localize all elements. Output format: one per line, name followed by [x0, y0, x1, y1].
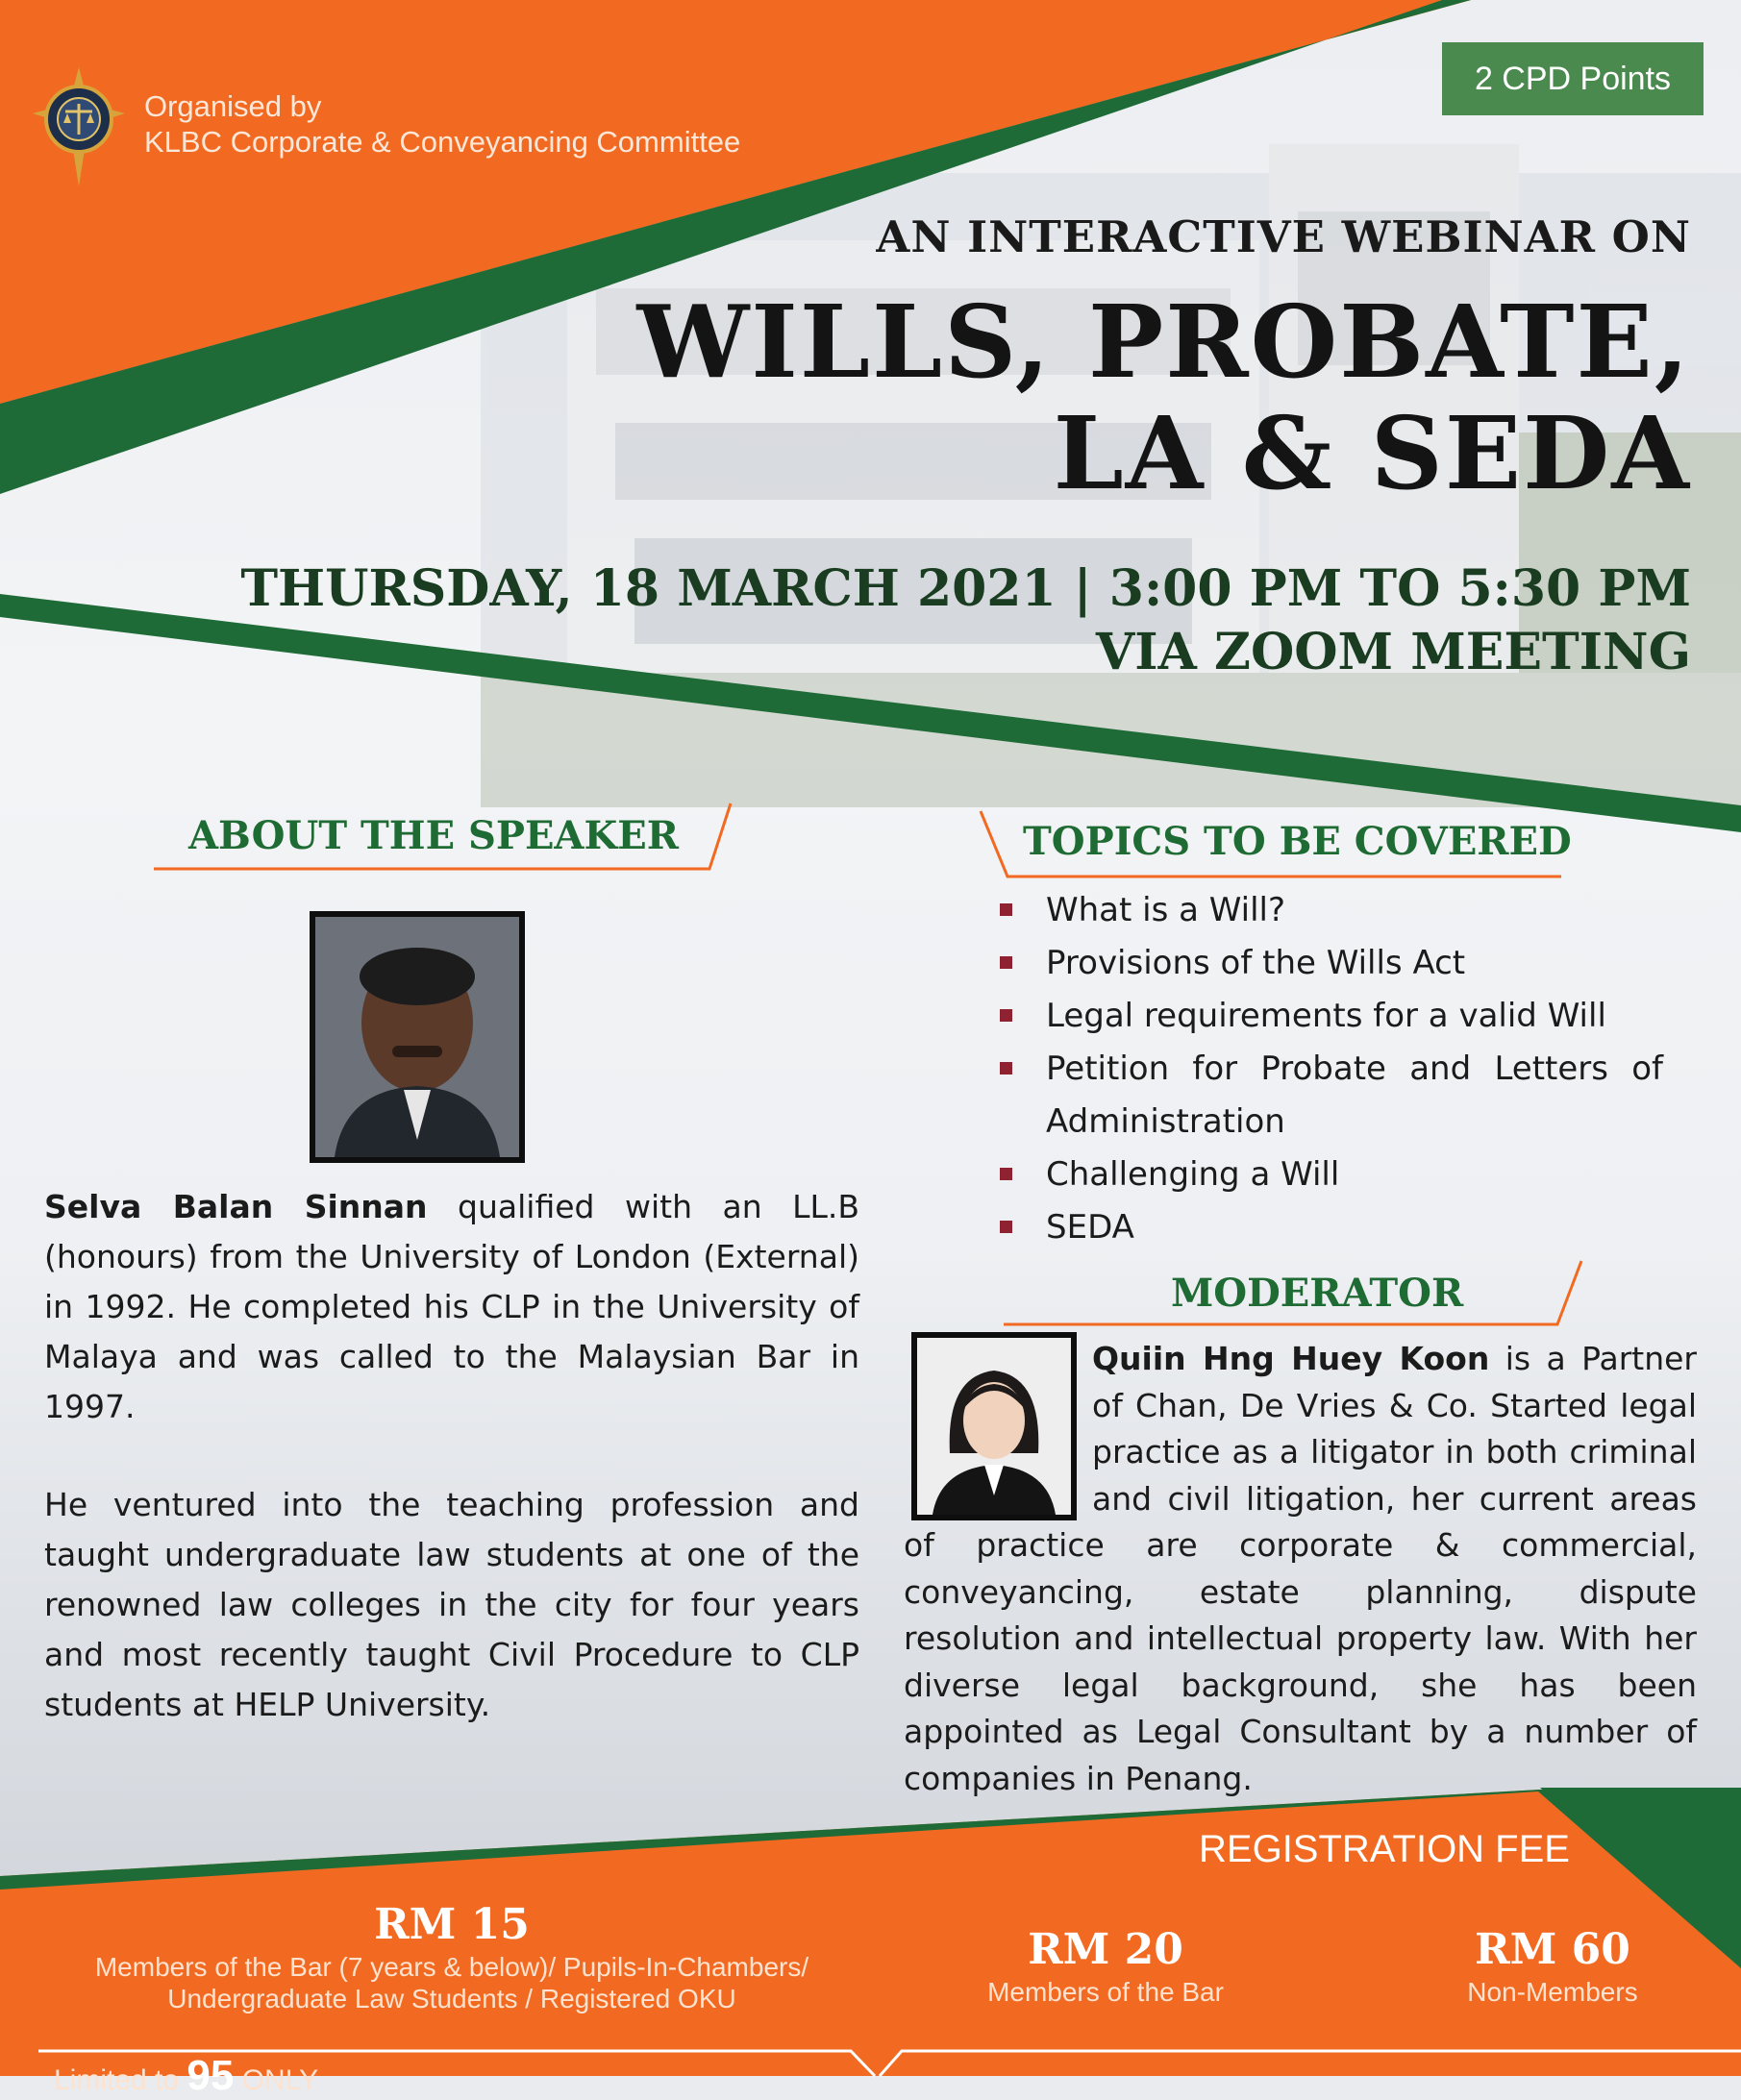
fee-eligibility: Members of the Bar — [987, 1977, 1224, 2007]
event-venue: VIA ZOOM MEETING — [1095, 623, 1691, 681]
speaker-bio-text: qualified with an LL.B (honours) from the University of London (External) in 1992. He completed his CLP in the University of Malaya and was called to the Malaysian Bar in 1997. — [44, 1188, 860, 1425]
topic-item: Challenging a Will — [990, 1149, 1663, 1201]
topics-list — [990, 884, 1663, 1254]
organiser-block — [144, 88, 740, 160]
fee-amount: RM 60 — [1475, 1925, 1630, 1974]
moderator-section-title: MODERATOR — [1171, 1271, 1464, 1316]
participant-limit — [54, 2052, 535, 2100]
limit-start: Limited to — [54, 2064, 180, 2096]
moderator-name: Quiin Hng Huey Koon — [1092, 1340, 1490, 1377]
cpd-points-badge: 2 CPD Points — [1442, 42, 1704, 115]
fee-amount: RM 15 — [374, 1900, 530, 1949]
event-title-line2: LA & SEDA — [1053, 394, 1691, 512]
speaker-section-title: ABOUT THE SPEAKER — [188, 813, 679, 858]
fee-tier-2 — [952, 1924, 1259, 2008]
speaker-bio-2: He ventured into the teaching profession and taught undergraduate law students at one of the renowned law colleges in the city for four years and most recently taught Civil Procedure to CLP students at HELP University. — [44, 1486, 859, 1723]
event-title — [636, 283, 1691, 512]
speaker-bio-1 — [44, 1182, 859, 1432]
topic-item: SEDA — [990, 1201, 1663, 1254]
moderator-photo-spacer — [904, 1336, 1092, 1520]
moderator-bio — [904, 1336, 1697, 1802]
event-title-line1: WILLS, PROBATE, — [636, 283, 1691, 401]
fee-tier-3 — [1413, 1924, 1692, 2008]
organiser-committee: KLBC Corporate & Conveyancing Committee — [144, 125, 741, 159]
topic-item: Provisions of the Wills Act — [990, 937, 1663, 990]
topic-item: What is a Will? — [990, 884, 1663, 937]
event-kicker: AN INTERACTIVE WEBINAR ON — [876, 211, 1691, 262]
registration-title: REGISTRATION FEE — [1199, 1828, 1570, 1870]
limit-end: ONLY — [241, 2064, 319, 2096]
fee-eligibility: Members of the Bar (7 years & below)/ Pupils-In-Chambers/ Undergraduate Law Students / Registered OKU — [94, 1952, 809, 2014]
topic-item: Petition for Probate and Letters of Administration — [990, 1043, 1663, 1149]
event-date-time: THURSDAY, 18 MARCH 2021 | 3:00 PM TO 5:30 PM — [240, 559, 1691, 618]
organiser-label: Organised by — [144, 89, 322, 123]
fee-amount: RM 20 — [1028, 1925, 1183, 1974]
fee-tier-1 — [67, 1899, 836, 2014]
speaker-portrait — [310, 911, 525, 1163]
moderator-bio-rest: is a Partner of Chan, De Vries & Co. Started legal practice as a litigator in both criminal and civil litigation, her current areas of practice are corporate & commercial, conveyancing, estate planning, dispute resolution and intellectual property law. With her diverse legal background, she has been appointed as Legal Consultant by a number of companies in Penang. — [904, 1340, 1697, 1797]
topic-item: Legal requirements for a valid Will — [990, 990, 1663, 1043]
event-schedule — [240, 557, 1691, 684]
topics-section-title: TOPICS TO BE COVERED — [1023, 819, 1572, 864]
limit-count: 95 — [187, 2052, 235, 2099]
fee-eligibility: Non-Members — [1467, 1977, 1638, 2007]
speaker-name: Selva Balan Sinnan — [44, 1188, 428, 1225]
kl-bar-crest-icon — [29, 65, 129, 188]
